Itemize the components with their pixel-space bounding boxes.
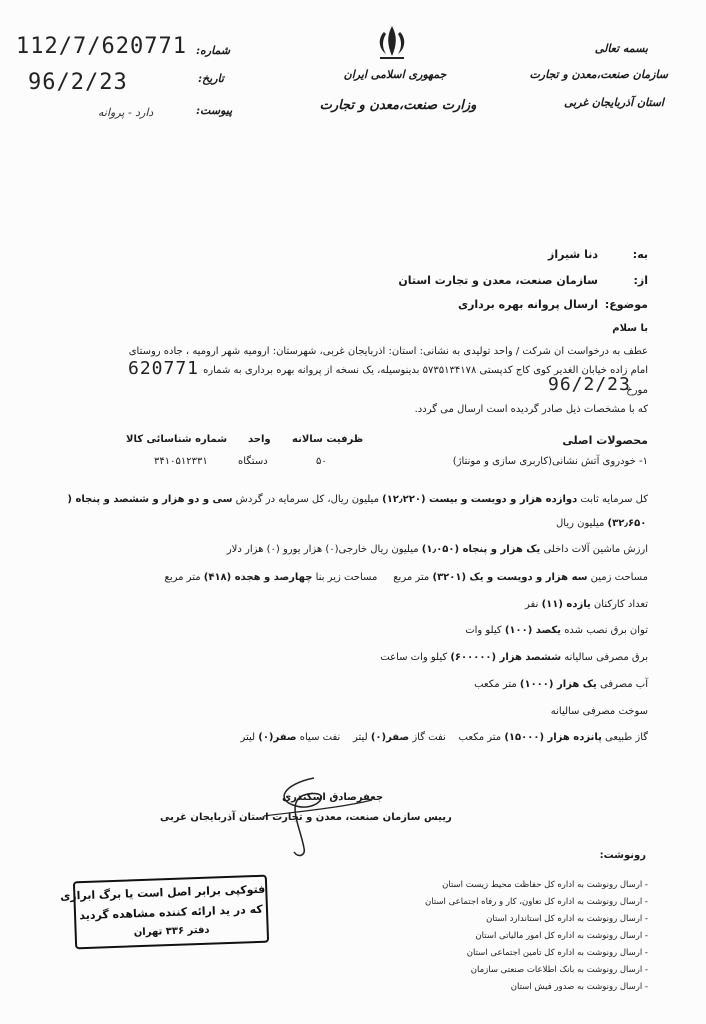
blackoil-unit: لیتر [240, 732, 256, 743]
body-line-4: که با مشخصات ذیل صادر گردیده است ارسال می گردد. [414, 404, 648, 415]
body-date-label: مورخ [626, 385, 648, 396]
attachment-label: پیوست: [196, 104, 233, 117]
cc-item: - ارسال رونوشت به اداره کل حفاظت محیط زیست استان [442, 880, 648, 890]
header-capacity: ظرفیت سالانه [292, 434, 364, 445]
capital-working-unit: میلیون ریال [556, 518, 605, 529]
machinery-label: ارزش ماشین آلات داخلی [543, 544, 648, 555]
cc-item: - ارسال رونوشت به اداره کل تعاون، کار و رفاه اجتماعی استان [425, 897, 648, 907]
products-title: محصولات اصلی [562, 434, 648, 447]
land-unit: متر مربع [393, 572, 430, 583]
handwritten-date: 96/2/23 [28, 70, 128, 95]
electricity-unit: کیلو وات ساعت [380, 652, 448, 663]
gas-line [240, 732, 648, 743]
handwritten-license-date: 96/2/23 [548, 374, 631, 395]
gasoil-unit: لیتر [353, 732, 368, 743]
greeting: با سلام [612, 323, 648, 334]
blackoil-label: نفت سیاه [299, 732, 341, 743]
gasoil-label: نفت گاز [412, 732, 446, 743]
to-label: به: [632, 248, 648, 261]
cc-item: - ارسال رونوشت به بانک اطلاعات صنعتی سازمان [470, 965, 648, 975]
province-name: استان آذربایجان غربی [563, 96, 664, 109]
cc-item: - ارسال رونوشت به اداره کل امور مالیاتی استان [475, 931, 648, 941]
capital-line-1 [48, 494, 648, 505]
signer-name: جعفرصادق اسکندری [282, 792, 384, 803]
stamp-line-1: فتوکپی برابر اصل است یا برگ ابرازی [59, 882, 266, 903]
capital-line-2 [556, 518, 646, 529]
header-code: شماره شناسائی کالا [126, 434, 228, 445]
subject-value: ارسال پروانه بهره برداری [458, 298, 598, 311]
stamp-line-3: دفتر ۳۳۶ تهران [133, 924, 210, 939]
body-line-1: عطف به درخواست آن شرکت / واحد تولیدی به نشانی: استان: آذربایجان غربی، شهرستان: ارومیه شهر ارومیه ، جاده روستای [128, 346, 648, 357]
staff-label: تعداد کارکنان [593, 599, 648, 610]
fuel-title: سوخت مصرفی سالیانه [550, 706, 648, 717]
electricity-value: ششصد هزار (۶۰۰۰۰۰) [450, 652, 562, 663]
power-label: توان برق نصب شده [564, 625, 648, 636]
capital-fixed-value: دوازده هزار و دویست و بیست (۱۲٫۲۲۰) [382, 494, 578, 505]
area-line [165, 572, 648, 583]
gasoil-value: صفر(۰) [370, 732, 410, 743]
machinery-line [227, 544, 648, 555]
building-label: مساحت زیر بنا [315, 572, 378, 583]
from-label: از: [633, 274, 648, 287]
building-unit: متر مربع [164, 572, 201, 583]
handwritten-license-number: 620771 [128, 358, 200, 379]
iran-emblem-icon [372, 22, 412, 62]
handwritten-attachment: دارد - پروانه [98, 106, 154, 119]
gas-label: گاز طبیعی [605, 732, 648, 743]
electricity-line [380, 652, 648, 663]
basmala-text: بسمه تعالی [594, 42, 648, 55]
body-line-2: امام زاده خیابان الغدیر کوی کاج کدپستی ۵۷۳۵۱۳۴۱۷۸ بدینوسیله، یک نسخه از پروانه بهره برداری به شماره [203, 365, 648, 376]
machinery-foreign: میلیون ریال خارجی(۰) هزار یورو (۰) هزار دلار [226, 544, 419, 555]
water-line [474, 679, 648, 690]
product-unit: دستگاه [238, 456, 268, 467]
stamp-line-2: که در ید ارائه کننده مشاهده گردید [79, 902, 263, 923]
water-unit: متر مکعب [474, 679, 517, 690]
notary-stamp [59, 875, 269, 950]
staff-line [525, 599, 648, 610]
capital-fixed-label: کل سرمایه ثابت [580, 494, 648, 505]
electricity-label: برق مصرفی سالیانه [564, 652, 648, 663]
signer-title: رییس سازمان صنعت، معدن و تجارت استان آذربایجان غربی [160, 812, 452, 823]
gas-value: پانزده هزار (۱۵۰۰۰) [504, 732, 602, 743]
machinery-value: یک هزار و پنجاه (۱٫۰۵۰) [421, 544, 541, 555]
date-label: تاریخ: [198, 72, 224, 85]
org-name: سازمان صنعت،معدن و تجارت [529, 68, 668, 81]
from-value: سازمان صنعت، معدن و تجارت استان [398, 274, 598, 287]
capital-working-value: سی و دو هزار و ششصد و پنجاه ( [67, 494, 233, 505]
staff-unit: نفر [525, 599, 539, 610]
handwritten-number: 112/7/620771 [16, 34, 187, 59]
land-value: سه هزار و دویست و یک (۳۲۰۱) [432, 572, 588, 583]
to-value: دنا شیراز [548, 248, 598, 261]
water-value: یک هزار (۱۰۰۰) [519, 679, 597, 690]
product-capacity: ۵۰ [316, 456, 327, 467]
power-unit: کیلو وات [465, 625, 502, 636]
blackoil-value: صفر(۰) [258, 732, 297, 743]
building-value: چهارصد و هجده (۴۱۸) [203, 572, 313, 583]
power-line [465, 625, 648, 636]
product-code: ۳۴۱۰۵۱۲۳۳۱ [154, 456, 208, 467]
gas-unit: متر مکعب [458, 732, 502, 743]
cc-item: - ارسال رونوشت به اداره کل استاندارد استان [486, 914, 648, 924]
header-unit: واحد [248, 434, 271, 445]
capital-working-label: میلیون ریال، کل سرمایه در گردش [235, 494, 379, 505]
capital-working-number: ۳۲٫۶۵۰) [607, 518, 647, 529]
cc-item: - ارسال رونوشت به اداره کل تامین اجتماعی استان [466, 948, 648, 958]
cc-title: رونوشت: [599, 850, 646, 861]
country-name: جمهوری اسلامی ایران [343, 68, 447, 81]
power-value: یکصد (۱۰۰) [504, 625, 561, 636]
water-label: آب مصرفی [599, 679, 648, 690]
land-label: مساحت زمین [590, 572, 648, 583]
subject-label: موضوع: [604, 298, 648, 311]
ministry-name: وزارت صنعت،معدن و تجارت [319, 98, 477, 113]
product-name: ۱- خودروی آتش نشانی(کاربری سازی و مونتاژ) [452, 456, 648, 467]
number-label: شماره: [196, 44, 231, 57]
cc-item: - ارسال رونوشت به صدور فیش استان [510, 982, 648, 992]
staff-value: یازده (۱۱) [541, 599, 591, 610]
